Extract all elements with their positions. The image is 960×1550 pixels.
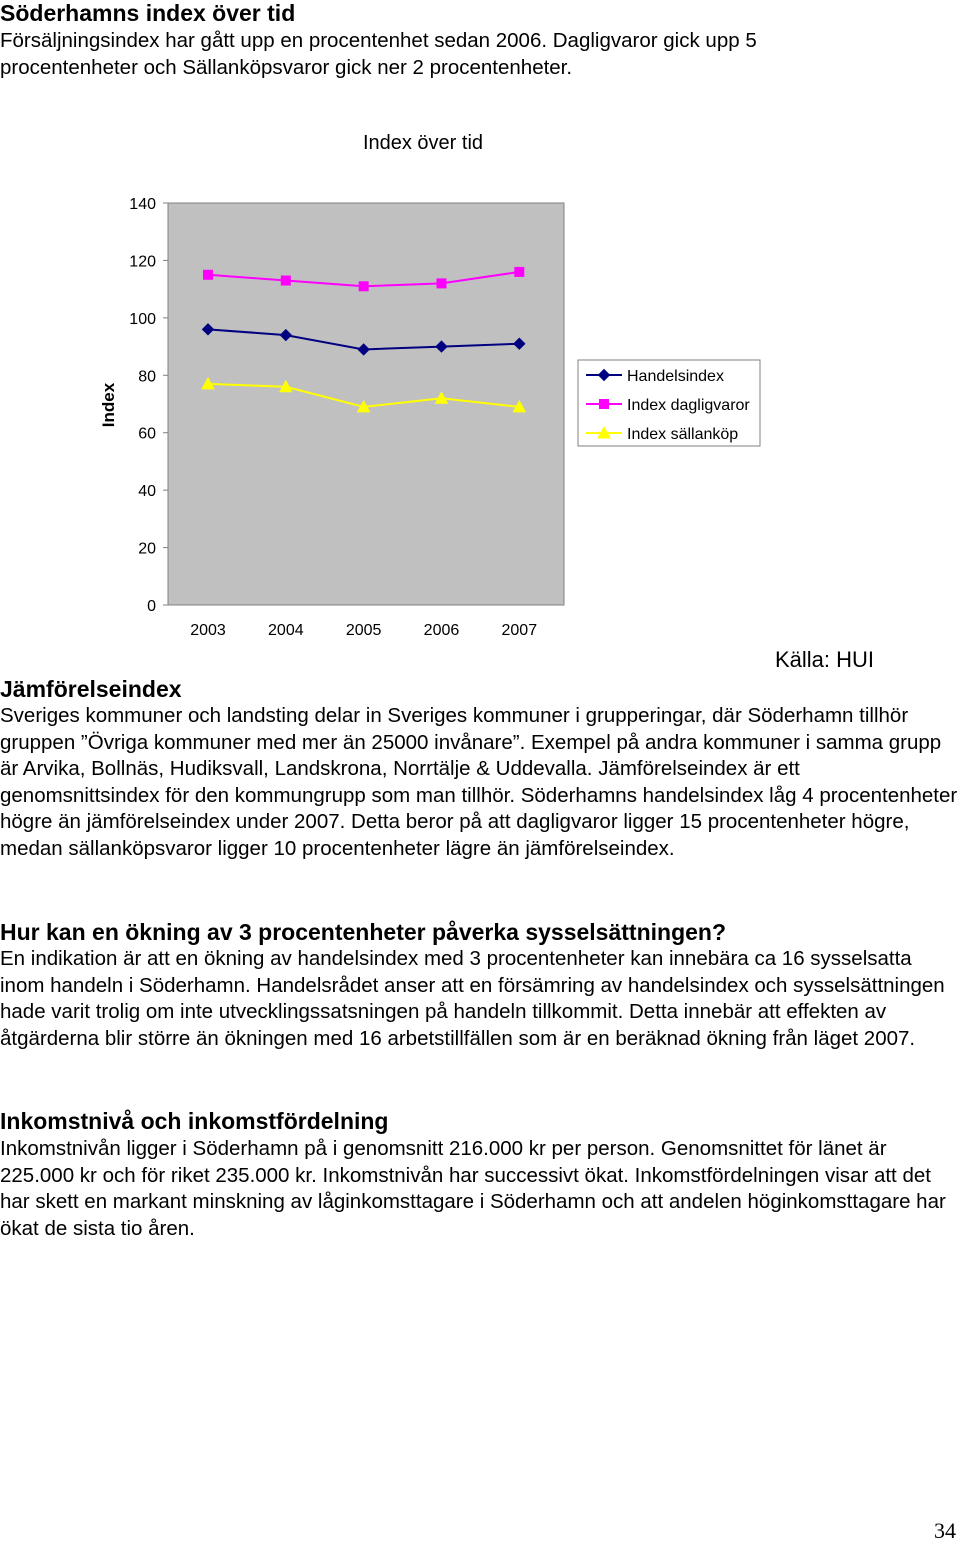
section-paragraph-jamforelseindex: Sveriges kommuner och landsting delar in Sveriges kommuner i grupperingar, där Söderhamn tillhör gruppen ”Övriga kommuner med mer än 25000 invånare”. Exempel på andra kommuner i samma grupp är Arvika, Bollnäs, Hudiksvall, Landskrona, Norrtälje & Uddevalla. Jämförelseindex är ett genomsnittsindex för den kommungrupp som man tillhör. Söderhamns handelsindex låg 4 procentenheter högre än jämförelseindex under 2007. Detta beror på att dagligvaror ligger 15 procentenheter högre, medan sällanköpsvaror ligger 10 procentenheter lägre än jämförelseindex. [0,704,958,860]
x-tick-label: 2003 [190,622,226,639]
chart-legend [578,360,760,446]
y-tick-label: 40 [138,483,156,501]
page-number: 34 [934,1518,956,1543]
data-point [359,282,368,291]
section-paragraph-index-over-tid: Försäljningsindex har gått upp en procentenhet sedan 2006. Dagligvaror gick upp 5 procentenheter och Sällanköpsvaror gick ner 2 procentenheter. [0,29,757,79]
index-over-tid-chart [0,120,960,650]
section-heading-jamforelseindex: Jämförelseindex [0,676,182,702]
legend-label: Index dagligvaror [627,397,750,414]
legend-label: Index sällanköp [627,426,739,443]
y-tick-label: 100 [129,310,156,328]
x-tick-label: 2006 [423,622,460,639]
y-axis [129,196,168,615]
data-point [515,267,524,276]
x-tick-label: 2005 [345,622,382,639]
plot-area [168,203,564,605]
section-paragraph-sysselsattning: En indikation är att en ökning av handelsindex med 3 procentenheter kan innebära ca 16 sysselsatta inom handeln i Söderhamn. Handelsrådet anser att en försämring av handelsindex och sysselsättningen hade varit trolig om inte utvecklingssatsningen på handeln tillkommit. Detta innebär att effekten av åtgärderna blir större än ökningen med 16 arbetstillfällen som är en beräknad ökning från läget 2007. [0,947,945,1050]
data-point [281,276,290,285]
y-tick-label: 140 [129,196,156,213]
x-tick-label: 2007 [501,622,538,639]
y-tick-label: 0 [147,598,156,615]
y-tick-label: 20 [138,540,156,558]
section-heading-inkomstniva: Inkomstnivå och inkomstfördelning [0,1108,389,1134]
y-tick-label: 120 [129,253,156,271]
data-point [437,279,446,288]
data-point [204,270,213,279]
x-tick-label: 2004 [268,622,304,639]
x-axis [168,605,564,639]
chart-y-axis-label: Index [99,382,118,428]
y-tick-label: 60 [138,425,156,443]
legend-marker [600,400,609,409]
y-tick-label: 80 [138,368,156,386]
section-heading-sysselsattning: Hur kan en ökning av 3 procentenheter påverka sysselsättningen? [0,919,727,945]
section-heading-index-over-tid: Söderhamns index över tid [0,0,296,26]
section-paragraph-inkomstniva: Inkomstnivån ligger i Söderhamn på i genomsnitt 216.000 kr per person. Genomsnittet för länet är 225.000 kr och för riket 235.000 kr. Inkomstnivån har successivt ökat. Inkomstfördelningen visar att det har skett en markant minskning av låginkomsttagare i Söderhamn och att andelen höginkomsttagare har ökat de sista tio åren. [0,1137,946,1240]
legend-label: Handelsindex [627,368,724,385]
source-note: Källa: HUI [775,647,875,672]
chart-title: Index över tid [362,132,484,154]
